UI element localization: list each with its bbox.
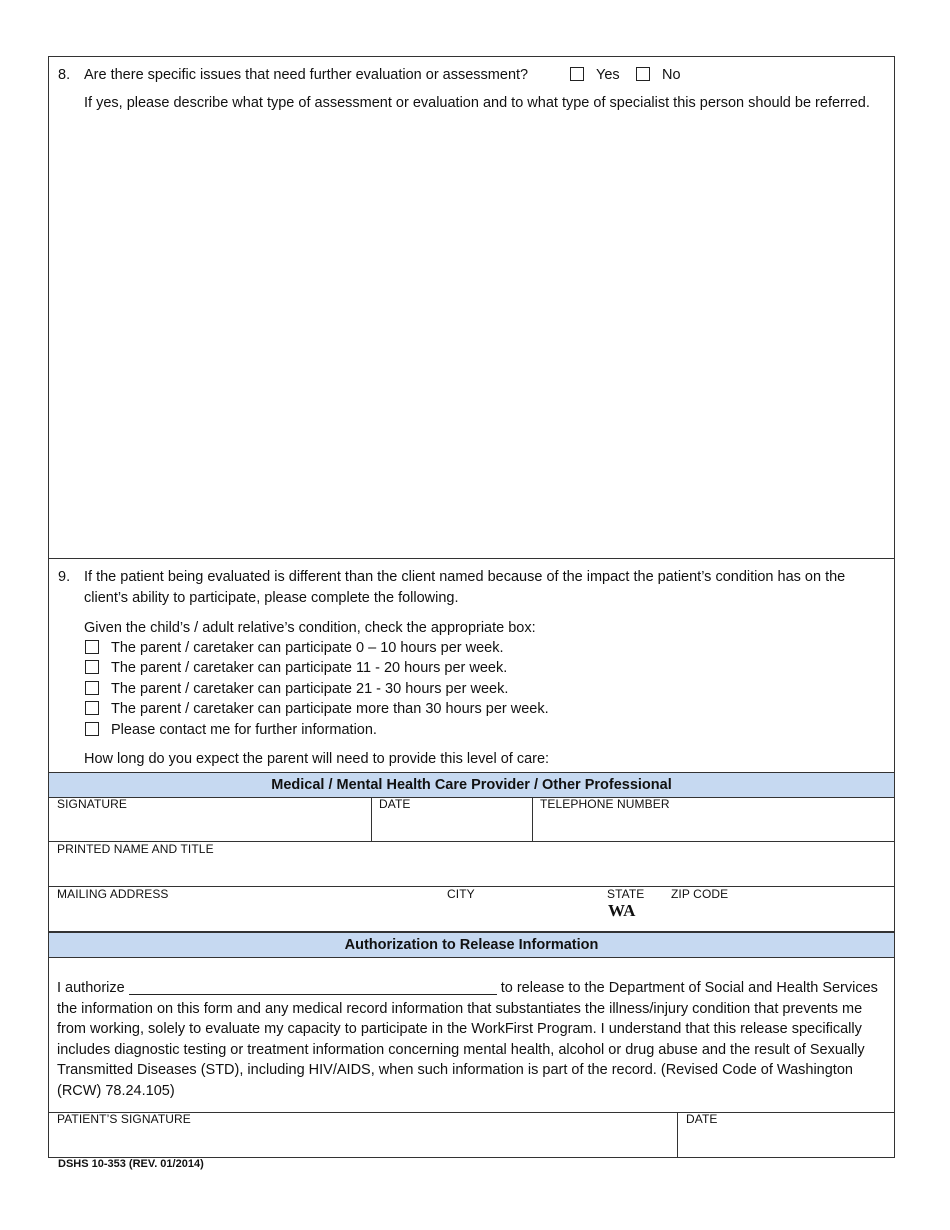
- q9-option-checkbox[interactable]: [85, 681, 99, 695]
- patient-signature-field[interactable]: [49, 1113, 678, 1157]
- q9-option-21-30[interactable]: [85, 681, 508, 697]
- q9-option-checkbox[interactable]: [85, 722, 99, 736]
- q9-instruction: Given the child’s / adult relative’s condition, check the appropriate box:: [84, 620, 536, 636]
- q9-option-contact[interactable]: [85, 722, 377, 738]
- q9-option-0-10[interactable]: [85, 640, 504, 656]
- authorization-text: [57, 978, 889, 1102]
- provider-section-header: Medical / Mental Health Care Provider / Other Professional: [49, 772, 894, 798]
- q9-option-11-20[interactable]: [85, 660, 507, 676]
- provider-date-label: DATE: [379, 797, 411, 811]
- form-container: [48, 56, 895, 1158]
- question-8-section: [49, 57, 894, 559]
- q9-option-label: The parent / caretaker can participate 11 - 20 hours per week.: [111, 660, 508, 676]
- q9-option-label: Please contact me for further information.: [111, 722, 377, 738]
- q9-duration-question: How long do you expect the parent will need to provide this level of care:: [84, 751, 550, 767]
- authorization-text-before: I authorize: [57, 980, 125, 996]
- form-id-footer: DSHS 10-353 (REV. 01/2014): [58, 1158, 204, 1170]
- provider-date-field[interactable]: [372, 798, 533, 841]
- q9-option-label: The parent / caretaker can participate 0 – 10 hours per week.: [111, 640, 504, 656]
- provider-telephone-label: TELEPHONE NUMBER: [540, 797, 670, 811]
- provider-signature-label: SIGNATURE: [57, 797, 128, 811]
- city-label: CITY: [447, 887, 475, 901]
- patient-date-field[interactable]: [678, 1113, 894, 1157]
- q9-question: If the patient being evaluated is different than the client named because of the impact the patient’s condition has on the client’s ability to participate, please complete the following.: [84, 569, 846, 606]
- q8-no-label: No: [662, 67, 681, 83]
- q8-number: 8.: [58, 67, 71, 83]
- authorization-section: [49, 958, 894, 1113]
- provider-signature-field[interactable]: [49, 798, 372, 841]
- q8-yes-checkbox[interactable]: [570, 67, 584, 81]
- authorization-text-after: to release to the Department of Social and Health Services the information on this form and any medical record information that substantiates the illness/injury condition that prevents me from working, solely to evaluate my capacity to participate in the WorkFirst Program. I understand that this release specifically includes diagnostic testing or treatment information concerning mental health, alcohol or drug abuse and the result of Sexually Transmitted Diseases (STD), including HIV/AIDS, when such information is part of the record. (Revised Code of Washington (RCW) 78.24.105): [57, 980, 878, 1099]
- q8-no-checkbox[interactable]: [636, 67, 650, 81]
- provider-printed-name-row[interactable]: [49, 842, 894, 887]
- q8-no-option[interactable]: [636, 67, 681, 83]
- state-label: STATE: [607, 887, 645, 901]
- state-value: WA: [608, 901, 636, 920]
- patient-date-label: DATE: [686, 1112, 718, 1126]
- q9-option-label: The parent / caretaker can participate 21 - 30 hours per week.: [111, 681, 509, 697]
- patient-signature-row: [49, 1113, 894, 1157]
- q9-option-over-30[interactable]: [85, 701, 549, 717]
- q8-yes-option[interactable]: [570, 67, 620, 83]
- provider-address-row[interactable]: [49, 887, 894, 932]
- q8-question: Are there specific issues that need further evaluation or assessment?: [84, 67, 529, 83]
- provider-signature-row: [49, 798, 894, 842]
- provider-telephone-field[interactable]: [533, 798, 894, 841]
- authorized-party-field[interactable]: [129, 980, 497, 995]
- printed-name-label: PRINTED NAME AND TITLE: [57, 842, 214, 856]
- q8-description-area[interactable]: [84, 137, 884, 547]
- question-9-section: [49, 559, 894, 772]
- q9-number: 9.: [58, 569, 71, 585]
- q9-option-checkbox[interactable]: [85, 701, 99, 715]
- q8-yes-label: Yes: [596, 67, 620, 83]
- authorization-section-header: Authorization to Release Information: [49, 932, 894, 958]
- patient-signature-label: PATIENT’S SIGNATURE: [57, 1112, 191, 1126]
- q8-followup-text: If yes, please describe what type of assessment or evaluation and to what type of specialist this person should be referred.: [84, 95, 870, 111]
- mailing-address-label: MAILING ADDRESS: [57, 887, 169, 901]
- q9-option-checkbox[interactable]: [85, 660, 99, 674]
- q9-option-label: The parent / caretaker can participate more than 30 hours per week.: [111, 701, 549, 717]
- zip-code-label: ZIP CODE: [671, 887, 729, 901]
- q9-option-checkbox[interactable]: [85, 640, 99, 654]
